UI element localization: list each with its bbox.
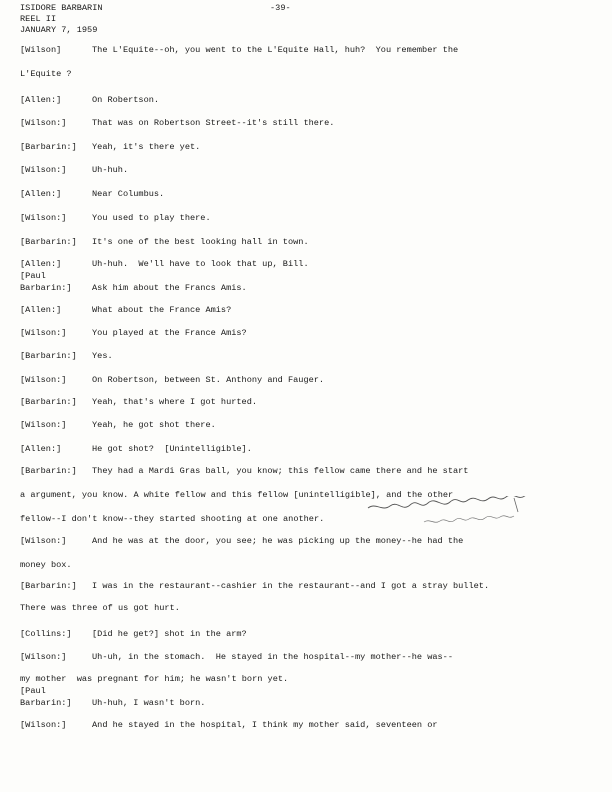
transcript-line [0, 628, 612, 640]
transcript-line [0, 188, 612, 200]
header-name: ISIDORE BARBARIN [20, 3, 103, 13]
speaker-label: [Paul [20, 686, 46, 696]
transcript-line [0, 374, 612, 386]
speaker-label: [Wilson] [20, 45, 62, 55]
header-reel: REEL II [20, 14, 57, 24]
transcript-text: He got shot? [Unintelligible]. [92, 444, 252, 454]
transcript-text: They had a Mardi Gras ball, you know; this fellow came there and he start [92, 466, 469, 476]
transcript-line [0, 270, 612, 282]
speaker-label: [Wilson:] [20, 536, 67, 546]
speaker-label: [Paul [20, 271, 46, 281]
transcript-line [0, 327, 612, 339]
page-number: -39- [270, 3, 291, 13]
transcript-text: my mother was pregnant for him; he wasn't born yet. [20, 674, 289, 684]
speaker-label: [Barbarin:] [20, 397, 77, 407]
transcript-line [0, 673, 612, 685]
transcript-line [0, 117, 612, 129]
speaker-label: [Wilson:] [20, 328, 67, 338]
transcript-line [0, 580, 612, 592]
transcript-text: There was three of us got hurt. [20, 603, 180, 613]
transcript-line [0, 443, 612, 455]
speaker-label: [Barbarin:] [20, 466, 77, 476]
speaker-label: [Wilson:] [20, 420, 67, 430]
transcript-text: a argument, you know. A white fellow and this fellow [unintelligible], and the other [20, 490, 454, 500]
transcript-line [0, 212, 612, 224]
speaker-label: [Barbarin:] [20, 351, 77, 361]
transcript-text: What about the France Amis? [92, 305, 232, 315]
transcript-text: Yeah, he got shot there. [92, 420, 216, 430]
transcript-text: Yes. [92, 351, 113, 361]
speaker-label: Barbarin:] [20, 698, 72, 708]
transcript-line [0, 44, 612, 56]
transcript-text: You used to play there. [92, 213, 211, 223]
transcript-line [0, 282, 612, 294]
transcript-text: [Did he get?] shot in the arm? [92, 629, 247, 639]
transcript-line [0, 350, 612, 362]
transcript-text: Uh-huh. [92, 165, 129, 175]
transcript-text: Uh-uh, in the stomach. He stayed in the hospital--my mother--he was-- [92, 652, 453, 662]
transcript-text: You played at the France Amis? [92, 328, 247, 338]
speaker-label: [Wilson:] [20, 375, 67, 385]
transcript-line [0, 602, 612, 614]
transcript-line [0, 685, 612, 697]
transcript-text: L'Equite ? [20, 69, 72, 79]
transcript-line [0, 141, 612, 153]
speaker-label: [Wilson:] [20, 213, 67, 223]
speaker-label: [Collins:] [20, 629, 72, 639]
transcript-line [0, 651, 612, 663]
transcript-line [0, 697, 612, 709]
transcript-text: On Robertson, between St. Anthony and Fauger. [92, 375, 325, 385]
transcript-line [0, 258, 612, 270]
transcript-text: Yeah, that's where I got hurted. [92, 397, 258, 407]
transcript-text: On Robertson. [92, 95, 160, 105]
transcript-text: The L'Equite--oh, you went to the L'Equite Hall, huh? You remember the [92, 45, 459, 55]
transcript-text: That was on Robertson Street--it's still there. [92, 118, 335, 128]
speaker-label: Barbarin:] [20, 283, 72, 293]
transcript-text: I was in the restaurant--cashier in the restaurant--and I got a stray bullet. [92, 581, 490, 591]
handwritten-annotation [364, 496, 544, 530]
speaker-label: [Barbarin:] [20, 581, 77, 591]
transcript-line [0, 465, 612, 477]
speaker-label: [Barbarin:] [20, 142, 77, 152]
transcript-text: Ask him about the Francs Amis. [92, 283, 247, 293]
speaker-label: [Wilson:] [20, 165, 67, 175]
speaker-label: [Allen:] [20, 189, 62, 199]
transcript-line [0, 396, 612, 408]
header-date: JANUARY 7, 1959 [20, 25, 98, 35]
transcript-text: Near Columbus. [92, 189, 165, 199]
transcript-text: fellow--I don't know--they started shooting at one another. [20, 514, 325, 524]
transcript-line [0, 535, 612, 547]
transcript-text: And he was at the door, you see; he was picking up the money--he had the [92, 536, 464, 546]
transcript-text: Uh-huh. We'll have to look that up, Bill. [92, 259, 309, 269]
speaker-label: [Allen:] [20, 95, 62, 105]
transcript-line [0, 304, 612, 316]
transcript-line [0, 164, 612, 176]
speaker-label: [Wilson:] [20, 720, 67, 730]
transcript-text: Yeah, it's there yet. [92, 142, 201, 152]
transcript-line [0, 719, 612, 731]
transcript-line [0, 419, 612, 431]
speaker-label: [Allen:] [20, 305, 62, 315]
speaker-label: [Allen:] [20, 259, 62, 269]
transcript-text: money box. [20, 560, 72, 570]
transcript-line [0, 559, 612, 571]
transcript-line [0, 68, 612, 80]
transcript-line [0, 94, 612, 106]
transcript-text: And he stayed in the hospital, I think my mother said, seventeen or [92, 720, 438, 730]
transcript-text: It's one of the best looking hall in town. [92, 237, 309, 247]
transcript-text: Uh-huh, I wasn't born. [92, 698, 206, 708]
speaker-label: [Allen:] [20, 444, 62, 454]
transcript-line [0, 236, 612, 248]
speaker-label: [Wilson:] [20, 118, 67, 128]
speaker-label: [Barbarin:] [20, 237, 77, 247]
speaker-label: [Wilson:] [20, 652, 67, 662]
